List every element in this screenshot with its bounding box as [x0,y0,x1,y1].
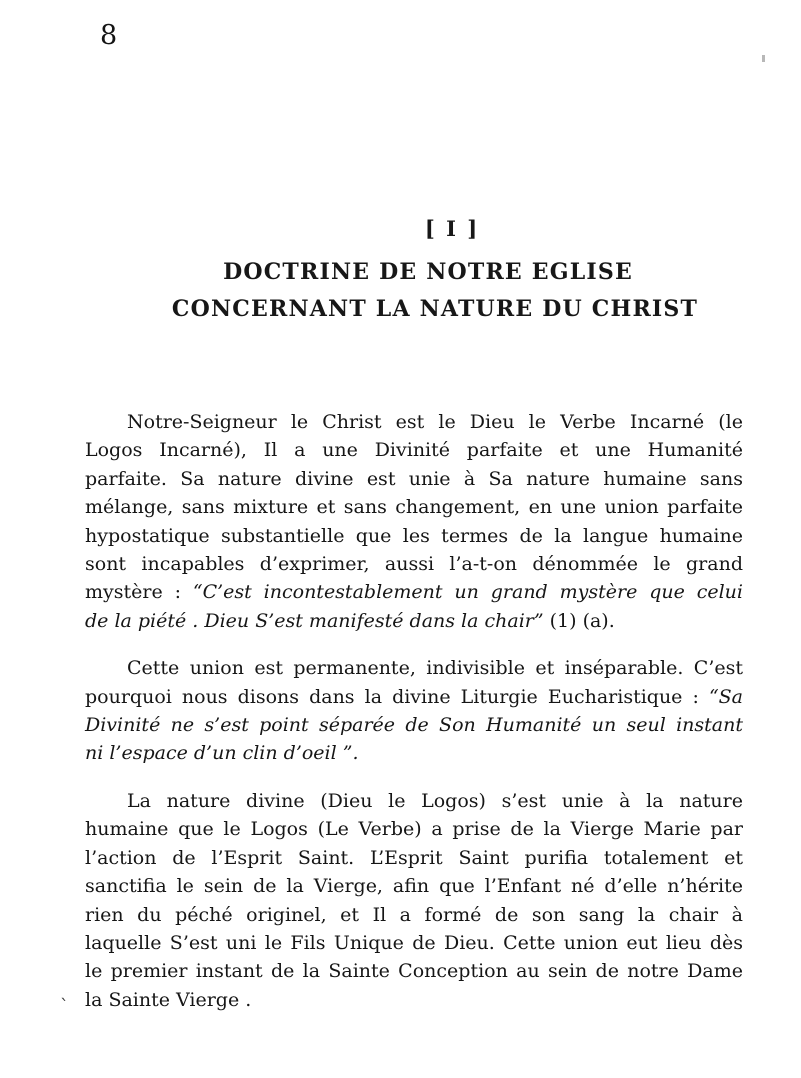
text-line [85,901,743,929]
scan-speck [762,55,765,62]
text-line [85,550,743,578]
text-segment: laquelle S’est uni le Fils Unique de Dieu. Cette union eut lieu dès [85,931,743,954]
text-segment: humaine que le Logos (Le Verbe) a prise de la Vierge Marie par [85,818,743,841]
text-segment: “Sa [708,685,743,708]
text-segment: ni l’espace d’un clin d’oeil ”. [85,742,359,765]
chapter-index: [ I ] [424,216,480,241]
page-number: 8 [100,20,118,51]
text-line [85,844,743,872]
text-segment: parfaite. Sa nature divine est unie à Sa nature humaine sans [85,467,743,490]
text-line [85,872,743,900]
text-segment: le premier instant de la Sainte Conception au sein de notre Dame [85,960,743,983]
text-segment: hypostatique substantielle que les termes de la langue humaine [85,524,743,547]
text-segment: sont incapables d’exprimer, aussi l’a-t-on dénommée le grand [85,553,743,576]
paragraph [85,408,743,635]
text-segment: Divinité ne s’est point séparée de Son Humanité un seul instant [85,714,743,737]
text-line [85,683,743,711]
text-line [85,408,743,436]
text-segment: pourquoi nous disons dans la divine Liturgie Eucharistique : [85,685,709,708]
text-segment: la Sainte Vierge . [85,988,252,1011]
text-line [85,522,743,550]
text-line [85,787,743,815]
text-segment: Logos Incarné), Il a une Divinité parfaite et une Humanité [85,439,743,462]
text-segment: de la piété . Dieu S’est manifesté dans la chair” [85,609,544,632]
text-line [85,739,743,767]
text-segment: “C’est incontestablement un grand mystère que celui [192,581,743,604]
text-line [85,957,743,985]
scan-stray-mark: ` [60,996,69,1017]
text-line [85,493,743,521]
text-line [85,465,743,493]
text-line [85,711,743,739]
text-segment: La nature divine (Dieu le Logos) s’est unie à la nature [127,789,743,812]
text-line [85,607,743,635]
chapter-heading [100,216,756,328]
text-segment: l’action de l’Esprit Saint. L’Esprit Saint purifia totalement et [85,846,743,869]
text-segment: mystère : [85,581,193,604]
text-line [85,815,743,843]
paragraph [85,787,743,1014]
paragraph [85,654,743,768]
text-line [85,654,743,682]
text-line [85,578,743,606]
paragraphs [85,408,743,1033]
text-segment: mélange, sans mixture et sans changement, en une union parfaite [85,496,743,519]
text-segment: sanctifia le sein de la Vierge, afin que l’Enfant né d’elle n’hérite [85,875,743,898]
text-line [85,436,743,464]
text-segment: (1) (a). [543,609,615,632]
chapter-title-line-1: DOCTRINE DE NOTRE EGLISE [223,259,633,285]
text-segment: rien du péché originel, et Il a formé de son sang la chair à [85,903,743,926]
chapter-title-line-2: CONCERNANT LA NATURE DU CHRIST [171,296,699,322]
text-segment: Notre-Seigneur le Christ est le Dieu le Verbe Incarné (le [127,411,743,433]
text-segment: Cette union est permanente, indivisible et inséparable. C’est [127,657,743,680]
text-line [85,929,743,957]
text-line [85,986,743,1014]
